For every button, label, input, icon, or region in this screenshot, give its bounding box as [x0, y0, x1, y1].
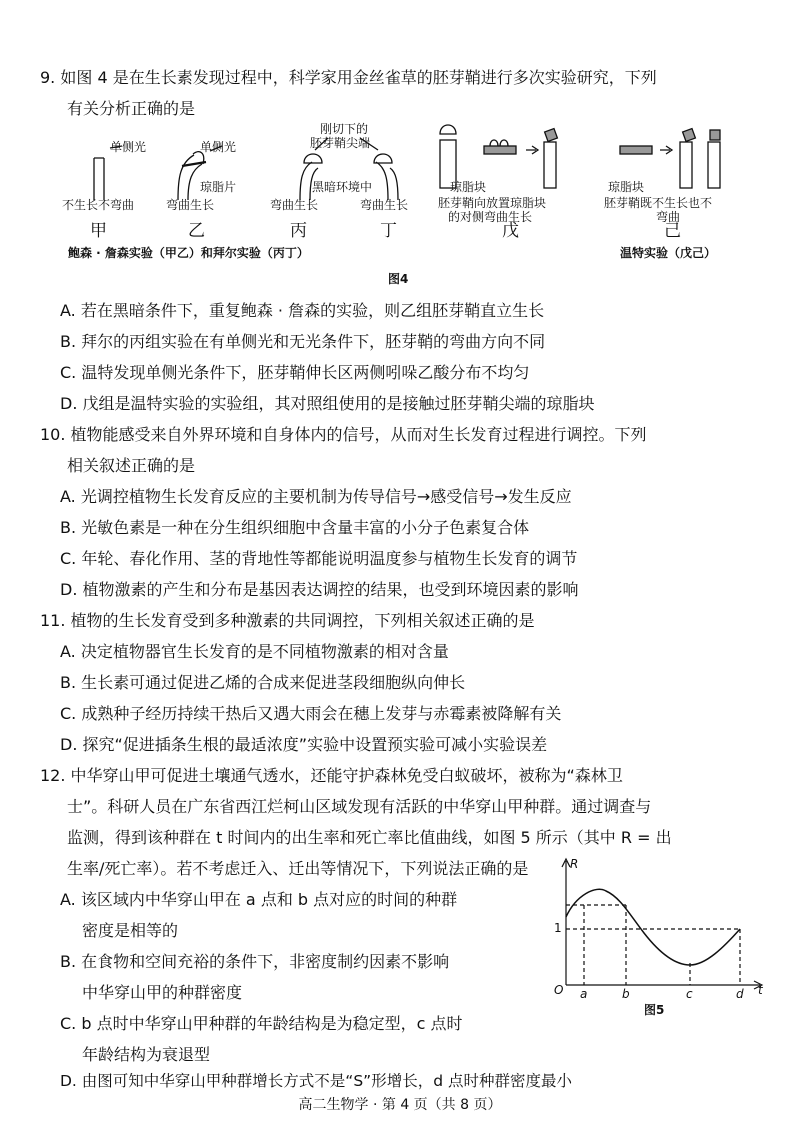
label-bend-yi: 弯曲生长	[166, 198, 215, 212]
q11-line1: 11. 植物的生长发育受到多种激素的共同调控，下列相关叙述正确的是	[40, 611, 535, 630]
label-wu-1: 胚芽鞘向放置琼脂块	[438, 196, 547, 210]
q12-option-b-1: B. 在食物和空间充裕的条件下，非密度制约因素不影响	[60, 952, 450, 971]
label-ji: 己	[664, 221, 681, 241]
agar-top-ji	[710, 130, 720, 140]
q12-line4: 生率/死亡率）。若不考虑迁入、迁出等情况下，下列说法正确的是	[67, 859, 529, 878]
label-agar-block-1: 琼脂块	[450, 180, 487, 194]
label-cut-tip: 刚切下的	[320, 122, 369, 136]
figure-5-caption: 图5	[644, 1003, 665, 1017]
label-ji-2: 弯曲	[656, 210, 681, 224]
caption-left: 鲍森 · 詹森实验（甲乙）和拜尔实验（丙丁）	[68, 246, 309, 260]
q10-option-a: A. 光调控植物生长发育反应的主要机制为传导信号→感受信号→发生反应	[60, 487, 572, 506]
tick-c: c	[686, 987, 693, 1001]
q11-option-b: B. 生长素可通过促进乙烯的合成来促进茎段细胞纵向伸长	[60, 673, 466, 692]
stem-ji-1	[680, 142, 692, 188]
q10-line1: 10. 植物能感受来自外界环境和自身体内的信号，从而对生长发育过程进行调控。下列	[40, 425, 647, 444]
q11-option-c: C. 成熟种子经历持续干热后又遇大雨会在穗上发芽与赤霉素被降解有关	[60, 704, 562, 723]
label-agar-block-2: 琼脂块	[608, 180, 645, 194]
tip-ding	[374, 154, 392, 163]
figure-4-caption: 图4	[388, 272, 409, 286]
label-wu: 戊	[502, 221, 519, 241]
q9-line1: 9. 如图 4 是在生长素发现过程中，科学家用金丝雀草的胚芽鞘进行多次实验研究，下列	[40, 68, 657, 87]
q12-option-d: D. 由图可知中华穿山甲种群增长方式不是“S”形增长，d 点时种群密度最小	[60, 1072, 572, 1090]
arrow-ji	[660, 146, 672, 154]
label-single-light-1: 单侧光	[110, 140, 147, 154]
tick-a: a	[580, 987, 588, 1001]
q10-option-d: D. 植物激素的产生和分布是基因表达调控的结果，也受到环境因素的影响	[60, 580, 579, 599]
tip-bing	[304, 154, 322, 163]
label-cut-tip-2: 胚芽鞘尖端	[310, 136, 371, 150]
tick-b: b	[622, 987, 630, 1001]
q11-option-d: D. 探究“促进插条生根的最适浓度”实验中设置预实验可减小实验误差	[60, 735, 548, 754]
q12-option-c-1: C. b 点时中华穿山甲种群的年龄结构是为稳定型，c 点时	[60, 1014, 463, 1033]
q11-option-a: A. 决定植物器官生长发育的是不同植物激素的相对含量	[60, 642, 449, 661]
figure-4	[60, 118, 740, 293]
caption-right: 温特实验（戊己）	[620, 246, 717, 260]
agar-wu	[484, 146, 516, 154]
figure-5	[540, 855, 770, 1020]
q9-option-c: C. 温特发现单侧光条件下，胚芽鞘伸长区两侧吲哚乙酸分布不均匀	[60, 363, 530, 382]
y-label: R	[570, 857, 579, 871]
q12-option-b-2: 中华穿山甲的种群密度	[82, 983, 243, 1002]
q12-option-a-2: 密度是相等的	[82, 921, 179, 940]
label-agar-piece: 琼脂片	[200, 180, 237, 194]
q9-option-b: B. 拜尔的丙组实验在有单侧光和无光条件下，胚芽鞘的弯曲方向不同	[60, 332, 546, 351]
origin-label: O	[554, 983, 564, 997]
page-footer: 高二生物学 · 第 4 页（共 8 页）	[298, 1097, 502, 1113]
label-single-light-2: 单侧光	[200, 140, 237, 154]
q12-line2: 士”。科研人员在广东省西江烂柯山区域发现有活跃的中华穿山甲种群。通过调查与	[67, 797, 652, 816]
q12-option-a-1: A. 该区域内中华穿山甲在 a 点和 b 点对应的时间的种群	[60, 890, 458, 909]
label-yi: 乙	[188, 221, 205, 241]
label-jia: 甲	[90, 221, 107, 241]
q12-line1: 12. 中华穿山甲可促进土壤通气透水，还能守护森林免受白蚁破坏，被称为“森林卫	[40, 766, 623, 785]
q12-line3: 监测，得到该种群在 t 时间内的出生率和死亡率比值曲线，如图 5 所示（其中 R = 出	[67, 828, 672, 847]
label-wu-2: 的对侧弯曲生长	[448, 210, 533, 224]
stem-ji-2	[708, 142, 720, 188]
agar-ji	[620, 146, 652, 154]
question-9	[40, 62, 657, 124]
q10-option-c: C. 年轮、春化作用、茎的背地性等都能说明温度参与植物生长发育的调节	[60, 549, 578, 568]
tips-on-agar-wu	[490, 140, 508, 146]
q10-line2: 相关叙述正确的是	[67, 456, 196, 475]
tick-t: t	[758, 983, 763, 997]
stem-wu-2	[544, 142, 556, 188]
q9-option-a: A. 若在黑暗条件下，重复鲍森 · 詹森的实验，则乙组胚芽鞘直立生长	[60, 301, 545, 320]
q9-option-d: D. 戊组是温特实验的实验组，其对照组使用的是接触过胚芽鞘尖端的琼脂块	[60, 394, 595, 413]
coleoptile-yi	[178, 155, 202, 200]
question-11	[40, 605, 535, 636]
label-no-grow: 不生长不弯曲	[62, 198, 135, 212]
q12-option-c-2: 年龄结构为衰退型	[82, 1045, 211, 1064]
q10-option-b: B. 光敏色素是一种在分生组织细胞中含量丰富的小分子色素复合体	[60, 518, 530, 537]
agar-on-stem-ji	[683, 129, 696, 142]
label-ding: 丁	[380, 221, 397, 241]
tip-wu	[440, 125, 456, 134]
arrow-wu	[526, 146, 538, 154]
label-ji-1: 胚芽鞘既不生长也不	[604, 196, 713, 210]
question-10	[40, 419, 647, 481]
q9-line2: 有关分析正确的是	[67, 99, 196, 118]
coleoptile-jia	[94, 158, 104, 200]
tick-one: 1	[554, 921, 562, 935]
label-bend-bing: 弯曲生长	[270, 198, 319, 212]
tick-d: d	[736, 987, 744, 1001]
agar-on-stem-wu	[545, 129, 558, 142]
r-curve	[566, 889, 740, 965]
coleoptile-ding	[376, 162, 398, 200]
label-dark-env: 黑暗环境中	[312, 180, 373, 194]
label-bend-ding: 弯曲生长	[360, 198, 409, 212]
label-bing: 丙	[290, 221, 307, 241]
